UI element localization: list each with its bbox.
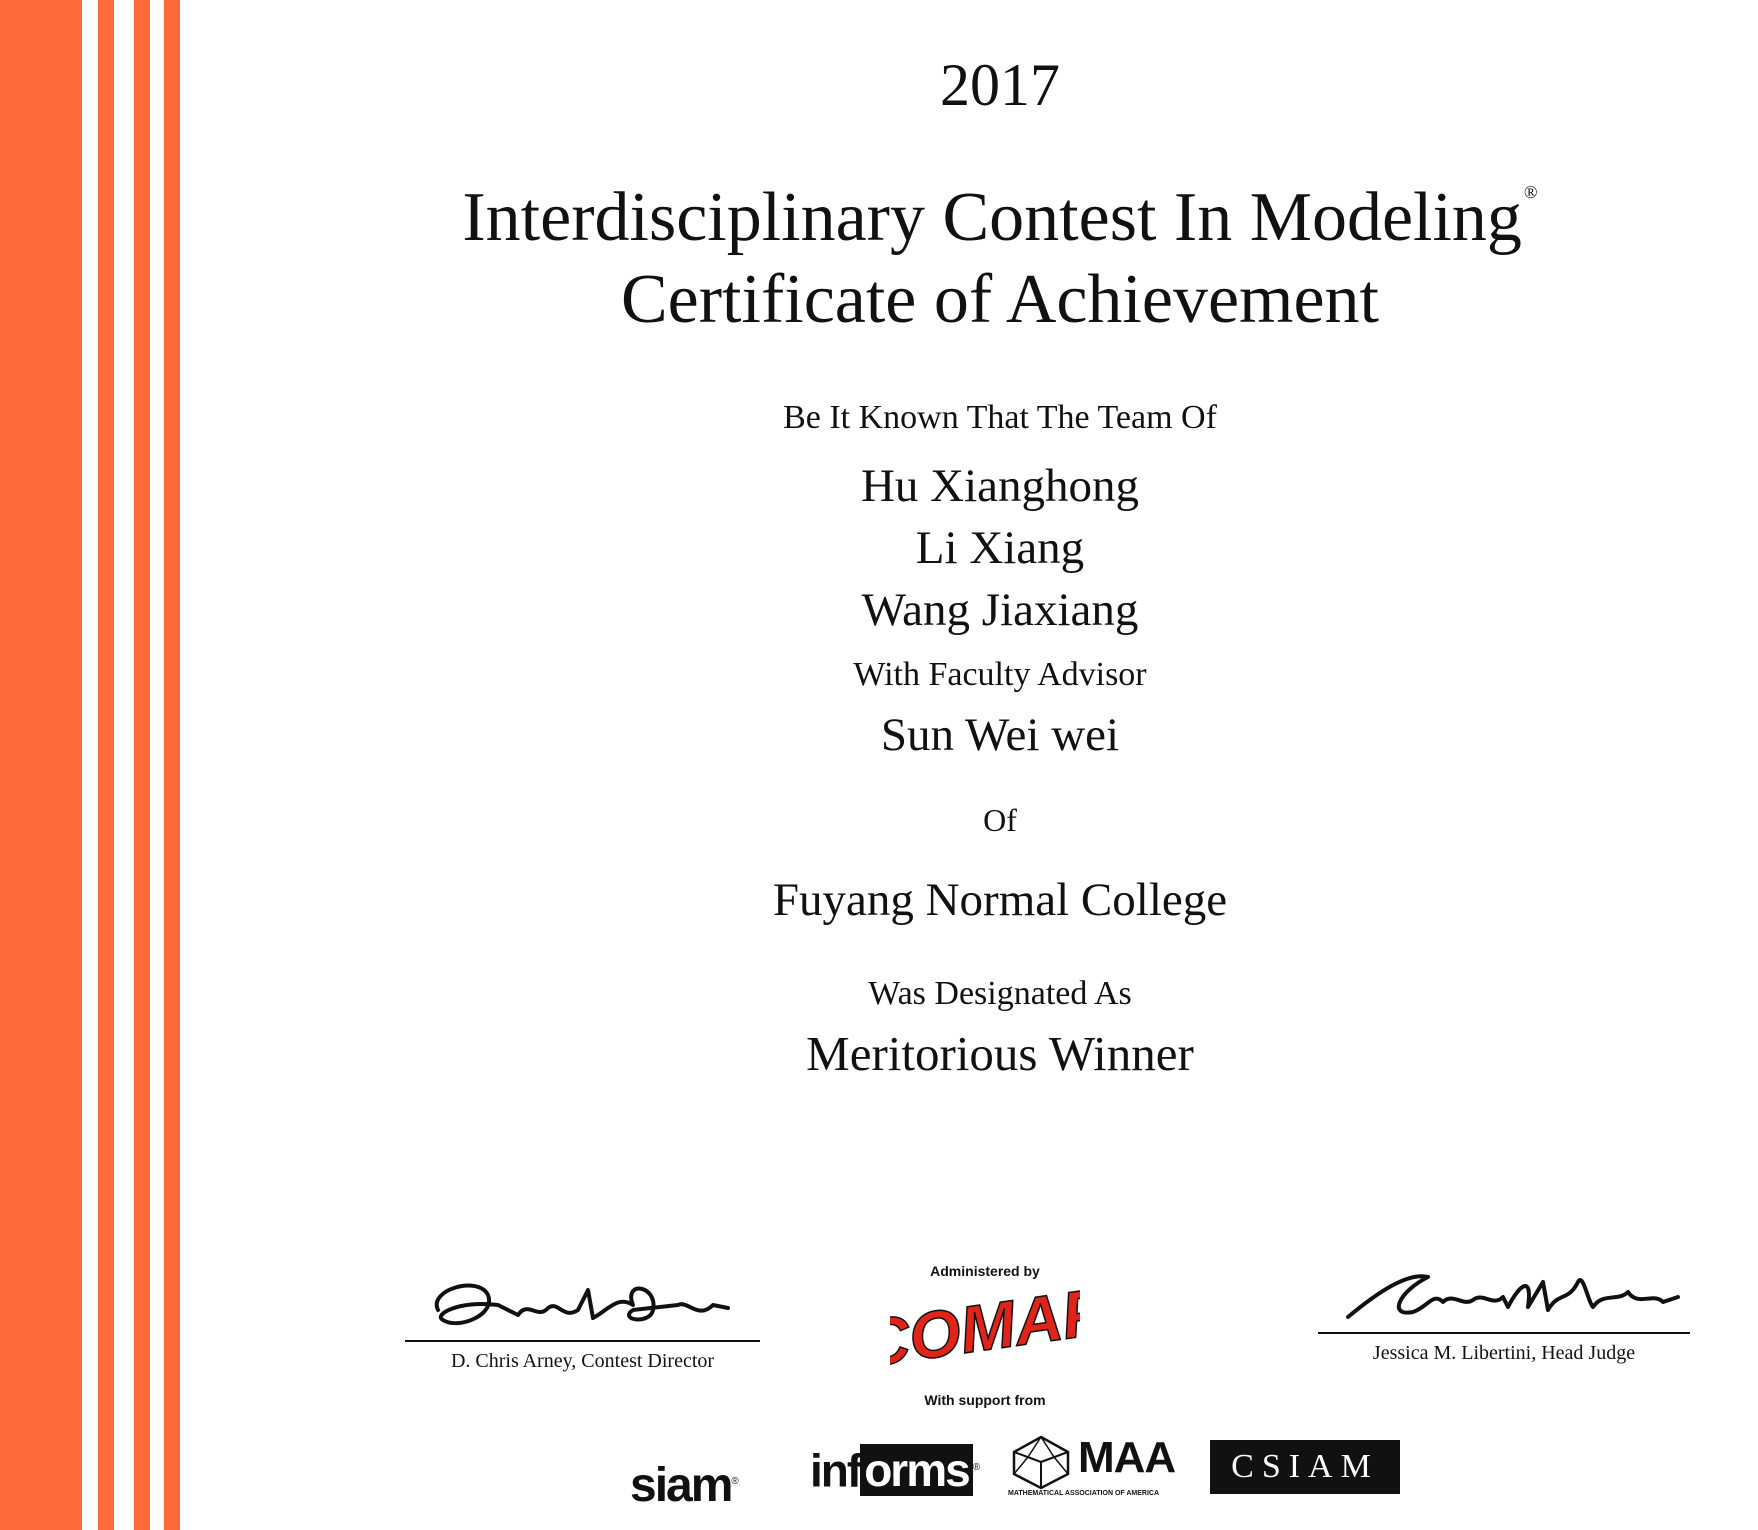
signature-line bbox=[405, 1340, 760, 1342]
contest-name: Interdisciplinary Contest In Modeling bbox=[462, 179, 1522, 256]
signature-line bbox=[1318, 1332, 1690, 1334]
administered-by-label: Administered by bbox=[930, 1263, 1040, 1279]
support-label: With support from bbox=[924, 1392, 1046, 1408]
advisor-name: Sun Wei wei bbox=[880, 709, 1120, 761]
team-member: Wang Jiaxiang bbox=[861, 584, 1139, 636]
head-judge-signature-block bbox=[1318, 1262, 1690, 1366]
contest-title bbox=[380, 150, 1620, 260]
advisor-label: With Faculty Advisor bbox=[853, 656, 1147, 693]
sponsor-logos bbox=[630, 1430, 1430, 1512]
contest-director-signature-block bbox=[405, 1270, 760, 1374]
award-title: Meritorious Winner bbox=[806, 1026, 1194, 1081]
orange-stripe-thin bbox=[134, 0, 150, 1530]
maa-logo-text: MAA bbox=[1078, 1433, 1176, 1482]
known-line: Be It Known That The Team Of bbox=[783, 399, 1217, 436]
informs-logo bbox=[810, 1440, 978, 1498]
designated-label: Was Designated As bbox=[868, 975, 1132, 1012]
certificate-year: 2017 bbox=[940, 52, 1060, 118]
orange-stripe-wide bbox=[0, 0, 82, 1530]
handwritten-signature bbox=[418, 1270, 748, 1340]
siam-logo bbox=[630, 1458, 737, 1510]
certificate-title: Certificate of Achievement bbox=[620, 261, 1379, 338]
siam-logo-text: siam bbox=[630, 1459, 732, 1512]
team-member: Hu Xianghong bbox=[860, 460, 1140, 512]
maa-logo bbox=[1008, 1434, 1198, 1500]
informs-registered-mark: ® bbox=[972, 1462, 979, 1473]
team-member: Li Xiang bbox=[915, 522, 1085, 574]
siam-registered-mark: ® bbox=[731, 1476, 737, 1487]
informs-logo-light: inf bbox=[810, 1444, 861, 1497]
decorative-border-stripes bbox=[0, 0, 180, 1530]
comap-logo bbox=[890, 1280, 1080, 1380]
head-judge-name: Jessica M. Libertini, Head Judge bbox=[1372, 1342, 1636, 1364]
school-name: Fuyang Normal College bbox=[772, 874, 1228, 926]
polyhedron-icon bbox=[1008, 1434, 1074, 1490]
comap-logo-text: COMAP bbox=[890, 1280, 1080, 1380]
csiam-logo: CSIAM bbox=[1210, 1440, 1400, 1494]
informs-logo-dark: orms bbox=[860, 1444, 972, 1496]
team-members bbox=[380, 455, 1620, 641]
maa-full-name: MATHEMATICAL ASSOCIATION OF AMERICA bbox=[1008, 1490, 1160, 1497]
registered-mark: ® bbox=[1523, 182, 1538, 202]
of-label: Of bbox=[983, 802, 1017, 838]
orange-stripe-thin bbox=[98, 0, 114, 1530]
handwritten-signature bbox=[1318, 1262, 1690, 1332]
administered-by-block bbox=[880, 1262, 1090, 1409]
orange-stripe-thin bbox=[164, 0, 180, 1530]
contest-director-name: D. Chris Arney, Contest Director bbox=[450, 1350, 715, 1372]
